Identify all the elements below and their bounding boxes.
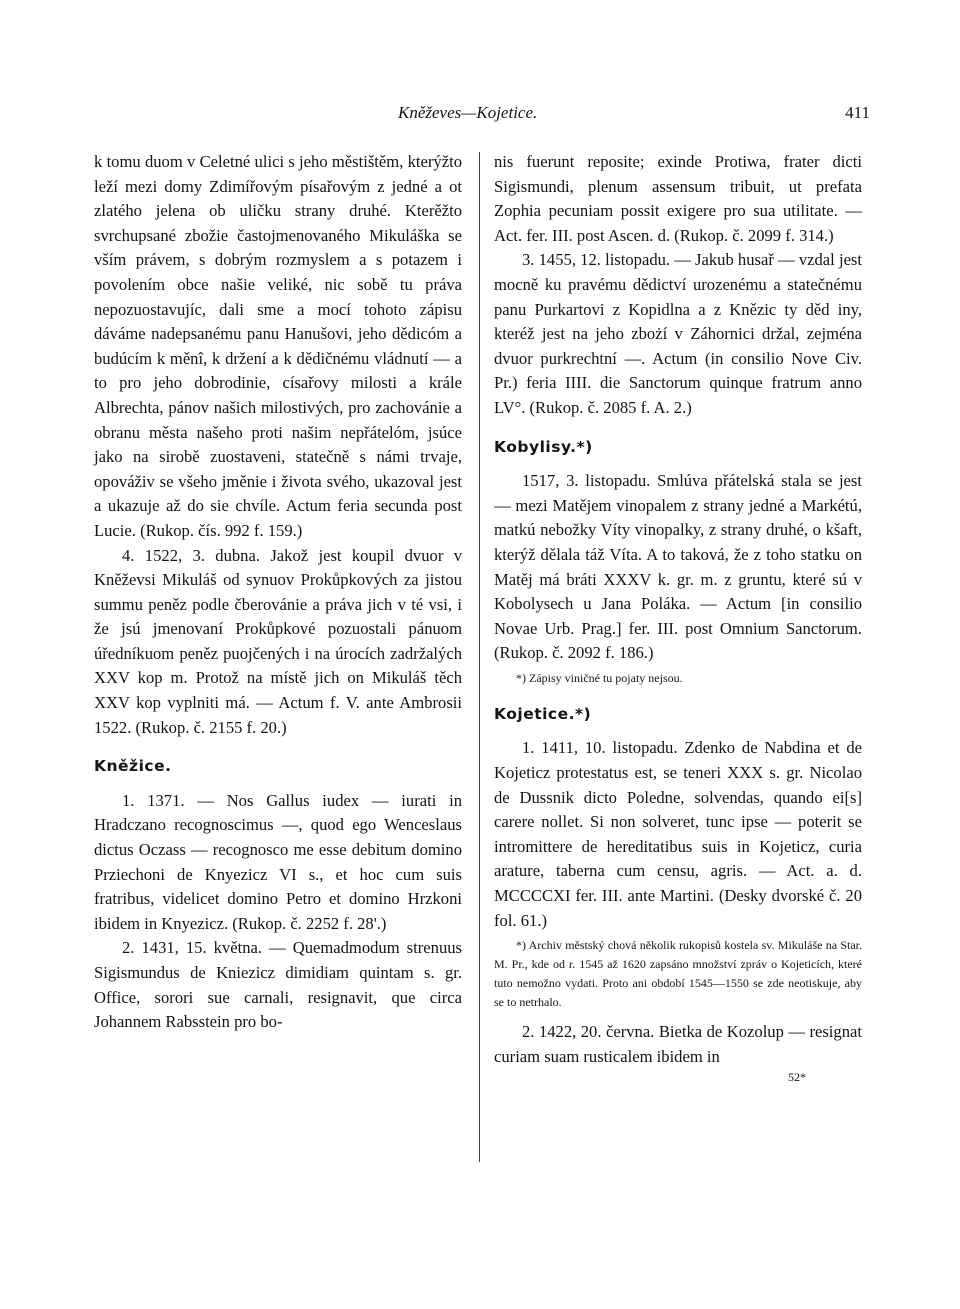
paragraph: 1. 1371. — Nos Gallus iudex — iurati in Hradczano recognoscimus —, quod ego Wenceslaus dictus Oczass — recognosco me esse debitum domino Prziechoni de Knyezicz VI s., et hoc cum suis fratribus, videlicet domino Petro et domino Hrzkoni ibidem in Knyezicz. (Rukop. č. 2252 f. 28'.) [94,790,462,933]
running-header [0,103,960,133]
right-column [494,150,862,1085]
paragraph: k tomu duom v Celetné ulici s jeho městištěm, kterýžto leží mezi domy Zdimířovým písařovým z jedné a ot zlatého jelena ob uličku strany druhé. Kterěžto svrchupsané zbožie častojmenovaného Mikuláška se vším právem, s dobrým rozmyslem a s potazem i povolením obce našie veliké, nic sobě tu práva nepozuostavujíc, dali sme a mocí tohoto zápisu dáváme nadepsanému panu Hanušovi, jeho dědicóm a budúcím k měnî, k držení a k dědičnému vládnutí — a to pro jeho dobrodinie, císařovy milosti a krále Albrechta, pánov našich milostivých, pro zachovánie a obranu města našeho proti našim nepřátelóm, jsúce jako na sirobě zuostaveni, statečně s námi trvaje, opováživ se všeho jměnie i života svého, ukazoval jest a ukazuje až do sie chvíle. Actum feria secunda post Lucie. (Rukop. čís. 992 f. 159.) [94,152,462,540]
section-heading: Kněžice. [94,757,172,776]
section-heading: Kojetice.*) [494,704,592,723]
footnote: *) Zápisy viničné tu pojaty nejsou. [516,670,683,685]
signature-mark: 52* [788,1070,806,1085]
column-divider [479,152,480,1162]
paragraph: 1517, 3. listopadu. Smlúva přátelská stala se jest — mezi Matějem vinopalem z strany jedné a Markétú, matkú nebožky Víty vinopalky, z strany druhé, o kšaft, kterýž dělala táž Víta. A to taková, že z toho statku on Matěj má bráti XXXV k. gr. m. z gruntu, které sú v Kobolysech u Jana Poláka. — Actum [in consilio Novae Urb. Prag.] fer. III. post Omnium Sanctorum. (Rukop. č. 2092 f. 186.) [494,471,862,663]
paragraph: 2. 1431, 15. května. — Quemadmodum strenuus Sigismundus de Kniezicz dimidiam quintam s. gr. Office, sorori sue carnali, resignavit, que circa Johannem Rabsstein pro bo- [94,938,462,1032]
running-title: Kněževes—Kojetice. [398,103,538,122]
footnote: *) Archiv městský chová několik rukopisů kostela sv. Mikuláše na Star. M. Pr., kde od r. 1545 až 1620 zapsáno množství zpráv o Kojeticích, které tuto nemožno vydati. Proto ani období 1545—1550 se zde neotiskuje, aby se to netrhalo. [494,938,862,1010]
section-heading: Kobylisy.*) [494,437,593,456]
paragraph: 2. 1422, 20. června. Bietka de Kozolup — resignat curiam suam rusticalem ibidem in [494,1022,862,1066]
paragraph: 1. 1411, 10. listopadu. Zdenko de Nabdina et de Kojeticz protestatus est, se teneri XXX s. gr. Nicolao de Dussnik dicto Poledne, solvendas, quando ei[s] carere nollet. Si non solveret, tunc ipse — poterit se intromittere de hereditatibus suis in Kojeticz, curia arature, taberna cum censu, agris. — Act. a. d. MCCCCXI fer. III. ante Martini. (Desky dvorské č. 20 fol. 61.) [494,738,862,930]
paragraph: nis fuerunt reposite; exinde Protiwa, frater dicti Sigismundi, plenum assensum tribuit, ut prefata Zophia pecuniam possit exigere pro sua utilitate. — Act. fer. III. post Ascen. d. (Rukop. č. 2099 f. 314.) [494,152,862,245]
left-column [94,150,462,1035]
paragraph: 3. 1455, 12. listopadu. — Jakub husař — vzdal jest mocně ku pravému dědictví urozenému a statečnému panu Purkartovi z Kopidlna a z Knězic ty děd iny, kteréž jest na jeho zbożí v Záhornici držal, zejména dvuor purkrechtní —. Actum (in consilio Nove Civ. Pr.) feria IIII. die Sanctorum quinque fratrum anno LV°. (Rukop. č. 2085 f. A. 2.) [494,250,862,417]
paragraph: 4. 1522, 3. dubna. Jakož jest koupil dvuor v Kněževsi Mikuláš od synuov Prokůpkových za jistou summu peněz podle čberovánie a práva jich v té vsi, i že jsú jmenovaní Prokůpkové pozuostali pánuom úředníkuom peněz puojčených i na úrocích zadržalých XXV kop m. Protož na místě jich on Mikuláš těch XXV kop vyplniti má. — Actum f. V. ante Ambrosii 1522. (Rukop. č. 2155 f. 20.) [94,545,462,737]
page-number: 411 [845,103,870,122]
